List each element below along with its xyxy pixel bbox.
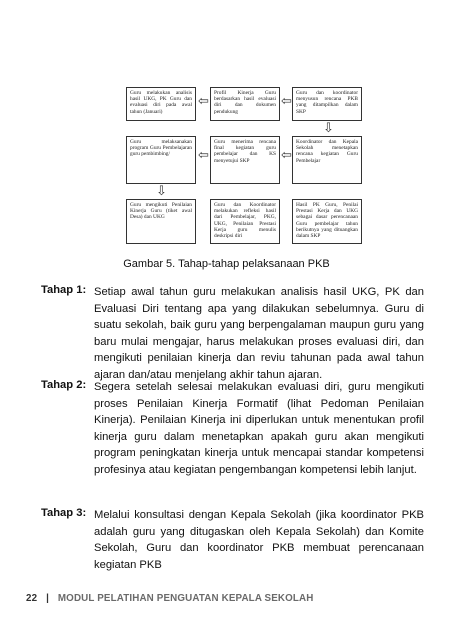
page-footer: [26, 593, 314, 604]
flow-box-6: Koordinator dan Kepala Sekolah menetapkan rencana kegiatan Guru Pembelajar: [292, 136, 362, 184]
step-1-label: Tahap 1:: [41, 284, 87, 296]
arrow-left-icon: ⇦: [281, 148, 292, 163]
flow-box-1: Guru melakukan analisis hasil UKG, PK Guru dan evaluasi diri pada awal tahun (Januari): [126, 87, 196, 121]
footer-separator: |: [46, 593, 49, 604]
step-2-label: Tahap 2:: [41, 379, 87, 391]
arrow-left-icon: ⇦: [281, 94, 292, 109]
flow-box-5: Guru menerima rencana final kegiatan guru pembelajar dan KS menyetujui SKP: [210, 136, 280, 184]
arrow-down-icon: ⇩: [323, 121, 334, 136]
flow-box-9: Hasil PK Guru, Penilai Prestasi Kerja dan UKG sebagai dasar perencanaan Guru pembelajar tahun berikutnya yang dituangkan dalam SKP: [292, 199, 362, 244]
page-number: 22: [26, 593, 38, 604]
flow-box-7: Guru mengikuti Penilaian Kinerja Guru (tiket awal Desa) dan UKG: [126, 199, 196, 244]
step-2-text: Segera setelah selesai melakukan evaluasi diri, guru mengikuti proses Penilaian Kinerja Formatif (lihat Pedoman Penilaian Kinerja). Penilaian Kinerja ini diperlukan untuk menentukan profil kinerja guru dalam menetapkan apakah guru akan mengikuti program peningkatan kinerja untuk mencapai standar kompetensi profesinya atau kegiatan pengembangan kompetensi lebih lanjut.: [94, 381, 424, 476]
step-1-text: Setiap awal tahun guru melakukan analisis hasil UKG, PK dan Evaluasi Diri tentang apa yang dilakukan sebelumnya. Guru di suatu sekolah, baik guru yang berpengalaman maupun guru yang baru mulai mengajar, harus melakukan proses evaluasi diri, dan mengikuti penilaian kinerja dan reviu tahunan pada awal tahun ajaran dan/atau menjelang akhir tahun ajaran.: [94, 286, 424, 381]
flow-box-2: Profil Kinerja Guru berdasarkan hasil evaluasi diri dan dokumen pendukung: [210, 87, 280, 121]
footer-title: MODUL PELATIHAN PENGUATAN KEPALA SEKOLAH: [57, 593, 314, 604]
arrow-left-icon: ⇦: [198, 148, 209, 163]
flow-box-8: Guru dan Koordinator melakukan refleksi hasil dari Pembelajar, PKG, UKG, Penilaian Prestasi Kerja guru menulis deskripsi diri: [210, 199, 280, 244]
step-3-text: Melalui konsultasi dengan Kepala Sekolah (jika koordinator PKB adalah guru yang ditugaskan oleh Kepala Sekolah) dan Komite Sekolah, Guru dan koordinator PKB membuat perencanaan kegiatan PKB: [94, 509, 424, 571]
step-3-label: Tahap 3:: [41, 507, 87, 519]
figure-caption: Gambar 5. Tahap-tahap pelaksanaan PKB: [123, 258, 330, 270]
arrow-down-icon: ⇩: [156, 184, 167, 199]
arrow-left-icon: ⇦: [198, 94, 209, 109]
flow-box-3: Guru dan koordinator menyusun rencana PKB yang ditampilkan dalam SKP: [292, 87, 362, 121]
flow-box-4: Guru melaksanakan program Guru Pembelajaran guru pembimbing/: [126, 136, 196, 184]
pkb-flow-diagram: [126, 87, 360, 244]
